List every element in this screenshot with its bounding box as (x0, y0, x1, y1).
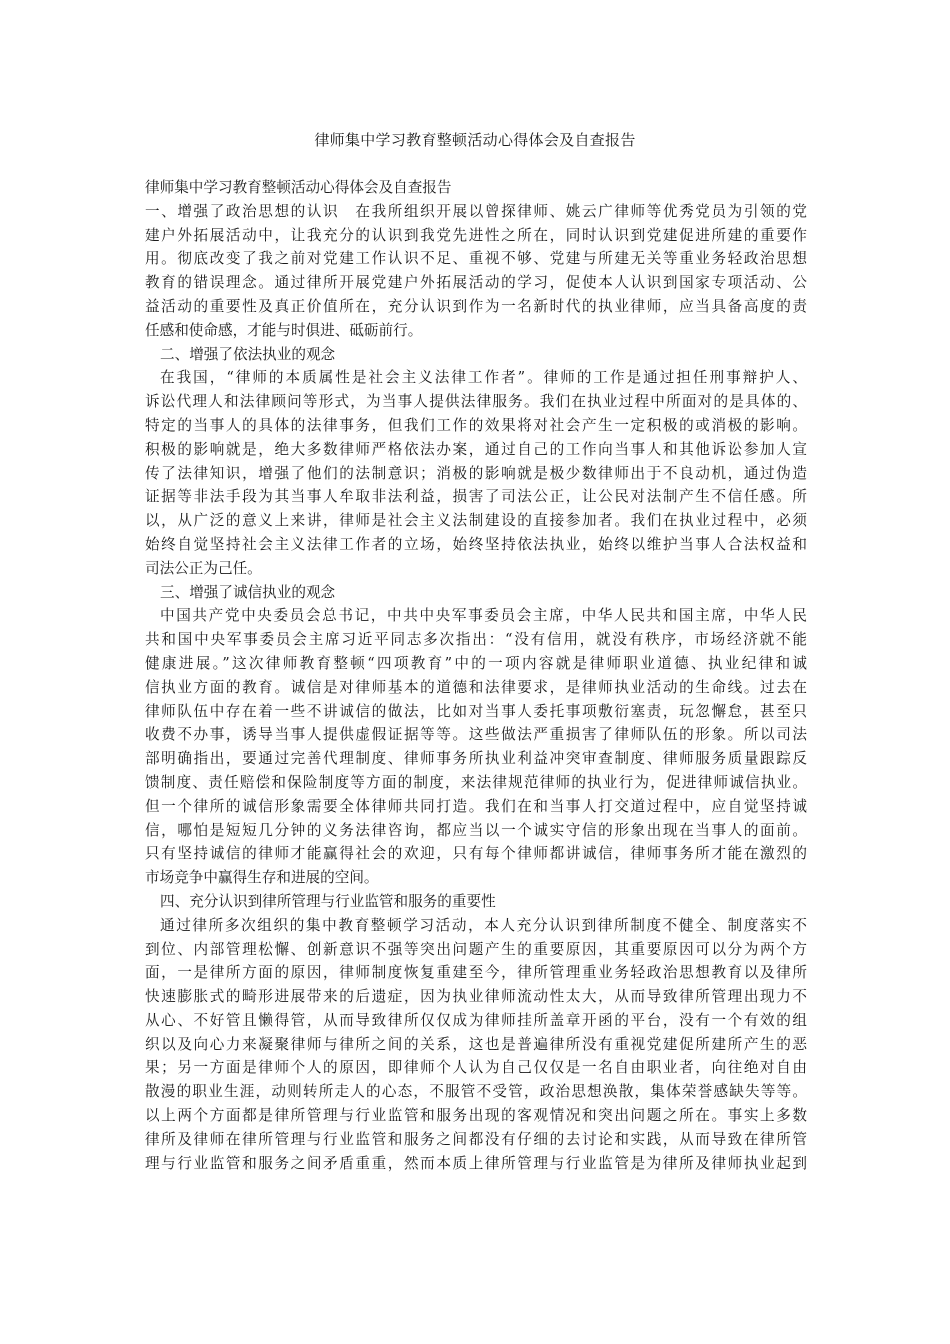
text-line: 收费不办事，诱导当事人提供虚假证据等等。这些做法严重损害了律师队伍的形象。所以司法 (145, 726, 807, 744)
text-line: 到位、内部管理松懈、创新意识不强等突出问题产生的重要原因，其重要原因可以分为两个方 (145, 940, 807, 958)
text-line: 以上两个方面都是律所管理与行业监管和服务出现的客观情况和突出问题之所在。事实上多数 (145, 1107, 807, 1125)
text-line: 通过律所多次组织的集中教育整顿学习活动，本人充分认识到律所制度不健全、制度落实不 (160, 916, 807, 934)
text-line: 一、增强了政治思想的认识 在我所组织开展以曾探律师、姚云广律师等优秀党员为引领的党 (145, 202, 807, 220)
text-line: 诉讼代理人和法律顾问等形式，为当事人提供法律服务。我们在执业过程中所面对的是具体的、 (145, 393, 807, 411)
text-line: 但一个律所的诚信形象需要全体律师共同打造。我们在和当事人打交道过程中，应自觉坚持诚 (145, 797, 807, 815)
text-line: 馈制度、责任赔偿和保险制度等方面的制度，来法律规范律师的执业行为，促进律师诚信执业。 (145, 773, 807, 791)
text-line: 信执业方面的教育。诚信是对律师基本的道德和法律要求，是律师执业活动的生命线。过去在 (145, 678, 807, 696)
text-line: 四、充分认识到律所管理与行业监管和服务的重要性 (160, 892, 496, 910)
text-line: 共和国中央军事委员会主席习近平同志多次指出：“没有信用，就没有秩序，市场经济就不能 (145, 631, 807, 649)
text-line: 二、增强了依法执业的观念 (160, 345, 336, 363)
text-line: 教育的错误理念。通过律所开展党建户外拓展活动的学习，促使本人认识到国家专项活动、公 (145, 274, 807, 292)
text-line: 用。彻底改变了我之前对党建工作认识不足、重视不够、党建与所建无关等重业务轻政治思想 (145, 250, 807, 268)
text-line: 快速膨胀式的畸形进展带来的后遗症，因为执业律师流动性太大，从而导致律所管理出现力不 (145, 988, 807, 1006)
text-line: 果；另一方面是律师个人的原因，即律师个人认为自己仅仅是一名自由职业者，向往绝对自由 (145, 1059, 807, 1077)
text-line: 益活动的重要性及真正价值所在，充分认识到作为一名新时代的执业律师，应当具备高度的责 (145, 297, 807, 315)
text-line: 始终自觉坚持社会主义法律工作者的立场，始终坚持依法执业，始终以维护当事人合法权益和 (145, 535, 807, 553)
text-line: 理与行业监管和服务之间矛盾重重，然而本质上律所管理与行业监管是为律所及律师执业起到 (145, 1154, 807, 1172)
text-line: 以，从广泛的意义上来讲，律师是社会主义法制建设的直接参加者。我们在执业过程中，必须 (145, 512, 807, 530)
text-line: 散漫的职业生涯，动则转所走人的心态，不服管不受管，政治思想涣散，集体荣誉感缺失等等。 (145, 1083, 807, 1101)
text-line: 从心、不好管且懒得管，从而导致律所仅仅成为律师挂所盖章开函的平台，没有一个有效的组 (145, 1011, 807, 1029)
text-line: 中国共产党中央委员会总书记，中共中央军事委员会主席，中华人民共和国主席，中华人民 (160, 607, 807, 625)
text-line: 证据等非法手段为其当事人牟取非法利益，损害了司法公正，让公民对法制产生不信任感。所 (145, 488, 807, 506)
text-line: 建户外拓展活动中，让我充分的认识到我党先进性之所在，同时认识到党建促进所建的重要作 (145, 226, 807, 244)
text-line: 任感和使命感，才能与时俱进、砥砺前行。 (145, 321, 423, 339)
text-line: 部明确指出，要通过完善代理制度、律师事务所执业利益冲突审查制度、律师服务质量跟踪反 (145, 750, 807, 768)
text-line: 积极的影响就是，绝大多数律师严格依法办案，通过自己的工作向当事人和其他诉讼参加人宣 (145, 440, 807, 458)
text-line: 律师集中学习教育整顿活动心得体会及自查报告 (145, 179, 452, 196)
text-line: 特定的当事人的具体的法律事务，但我们工作的效果将对社会产生一定积极的或消极的影响。 (145, 416, 807, 434)
document-title: 律师集中学习教育整顿活动心得体会及自查报告 (314, 131, 636, 149)
text-line: 在我国，“律师的本质属性是社会主义法律工作者”。律师的工作是通过担任刑事辩护人、 (160, 369, 807, 387)
text-line: 司法公正为己任。 (145, 559, 262, 577)
document-body (145, 176, 807, 1175)
text-line: 律所及律师在律所管理与行业监管和服务之间都没有仔细的去讨论和实践，从而导致在律所管 (145, 1130, 807, 1148)
text-line: 织以及向心力来凝聚律师与律所之间的关系，这也是普遍律所没有重视党建促所建所产生的恶 (145, 1035, 807, 1053)
text-line: 面，一是律所方面的原因，律师制度恢复重建至今，律所管理重业务轻政治思想教育以及律所 (145, 964, 807, 982)
text-line: 只有坚持诚信的律师才能赢得社会的欢迎，只有每个律师都讲诚信，律师事务所才能在激烈的 (145, 845, 807, 863)
text-line: 信，哪怕是短短几分钟的义务法律咨询，都应当以一个诚实守信的形象出现在当事人的面前。 (145, 821, 807, 839)
text-line: 律师队伍中存在着一些不讲诚信的做法，比如对当事人委托事项敷衍塞责，玩忽懈怠，甚至只 (145, 702, 807, 720)
text-line: 市场竞争中赢得生存和进展的空间。 (145, 869, 379, 887)
text-line: 三、增强了诚信执业的观念 (160, 583, 336, 601)
text-line: 健康进展。”这次律师教育整顿“四项教育”中的一项内容就是律师职业道德、执业纪律和诚 (145, 654, 807, 672)
text-line: 传了法律知识，增强了他们的法制意识；消极的影响就是极少数律师出于不良动机，通过伪造 (145, 464, 807, 482)
